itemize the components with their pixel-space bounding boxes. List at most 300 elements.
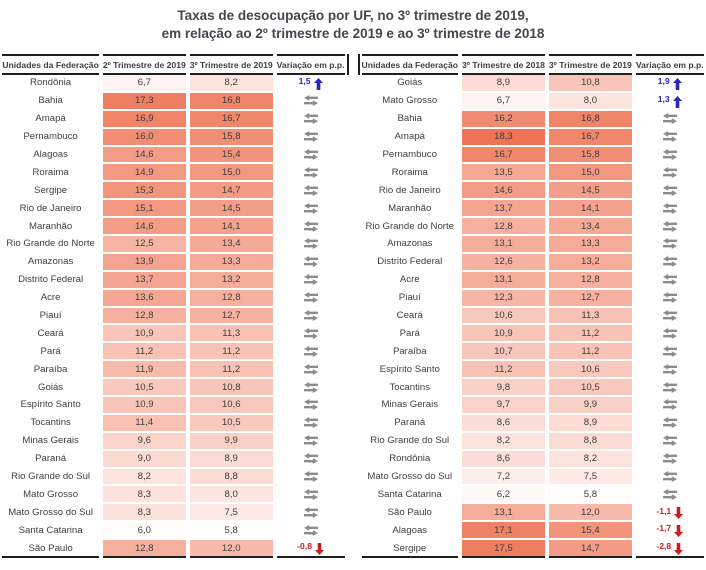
value-cell-period-2: 5,8 [190,522,273,540]
table-row [2,361,344,379]
value-cell-period-1: 9,6 [103,433,186,451]
uf-name-cell: Roraima [362,164,458,182]
table-row [2,290,344,308]
variation-cell [636,486,704,504]
variation-cell [636,451,704,469]
uf-name-cell: Piauí [2,308,98,326]
value-cell-period-2: 11,2 [190,343,273,361]
uf-name-cell: Pernambuco [362,147,458,165]
uf-name-cell: Pernambuco [2,129,98,147]
col-header-period-1: 3º Trimestre de 2018 [462,54,545,75]
table-row [362,433,704,451]
variation-value: -2,8 [656,541,672,552]
uf-name-cell: Sergipe [362,540,458,558]
table-row [2,379,344,397]
down-arrow-icon [674,507,683,519]
variation-cell [277,433,345,451]
stable-arrows-icon [663,167,677,178]
variation-cell [636,218,704,236]
variation-cell [277,93,345,111]
table-row [2,218,344,236]
table-row [2,415,344,433]
table-row [362,182,704,200]
value-cell-period-2: 8,0 [549,93,632,111]
header-end-bar-right [347,54,349,75]
uf-name-cell: São Paulo [362,504,458,522]
value-cell-period-2: 8,8 [549,433,632,451]
stable-arrows-icon [663,113,677,124]
variation-value: 1,9 [657,76,670,87]
variation-cell [636,433,704,451]
variation-cell [636,379,704,397]
stable-arrows-icon [304,113,318,124]
value-cell-period-1: 10,9 [103,397,186,415]
down-arrow-icon [674,525,683,537]
variation-cell [636,540,704,558]
uf-name-cell: Distrito Federal [2,272,98,290]
stable-arrows-icon [304,149,318,160]
uf-name-cell: São Paulo [2,540,98,558]
variation-cell [277,308,345,326]
stable-arrows-icon [663,435,677,446]
value-cell-period-1: 16,2 [462,111,545,129]
value-cell-period-1: 11,9 [103,361,186,379]
table-row [2,343,344,361]
uf-name-cell: Alagoas [362,522,458,540]
value-cell-period-1: 10,9 [103,325,186,343]
table-row [2,522,344,540]
stable-arrows-icon [663,328,677,339]
uf-name-cell: Rio de Janeiro [362,182,458,200]
variation-cell [636,254,704,272]
uf-name-cell: Ceará [2,325,98,343]
table-row [362,164,704,182]
variation-cell [636,469,704,487]
uf-name-cell: Paraíba [362,343,458,361]
uf-name-cell: Rio Grande do Sul [2,469,98,487]
tables-container [0,54,706,558]
table-row [362,379,704,397]
value-cell-period-2: 11,2 [190,361,273,379]
variation-cell [636,415,704,433]
value-cell-period-1: 11,2 [462,361,545,379]
stable-arrows-icon [663,382,677,393]
table-row [362,415,704,433]
value-cell-period-2: 14,1 [190,218,273,236]
table-row [2,182,344,200]
variation-cell [277,379,345,397]
table-row [362,504,704,522]
col-header-period-2: 3º Trimestre de 2019 [549,54,632,75]
uf-name-cell: Piauí [362,290,458,308]
table-row [362,290,704,308]
uf-name-cell: Amazonas [2,254,98,272]
value-cell-period-1: 8,2 [462,433,545,451]
variation-cell [277,182,345,200]
table-row [2,451,344,469]
value-cell-period-2: 11,3 [190,325,273,343]
uf-name-cell: Rondônia [362,451,458,469]
value-cell-period-2: 11,2 [549,325,632,343]
value-cell-period-2: 10,5 [190,415,273,433]
table-row [362,75,704,93]
variation-cell [277,343,345,361]
variation-cell [636,272,704,290]
stable-arrows-icon [304,256,318,267]
stable-arrows-icon [304,364,318,375]
variation-cell [636,308,704,326]
value-cell-period-2: 14,5 [549,182,632,200]
value-cell-period-2: 15,4 [190,147,273,165]
value-cell-period-2: 12,7 [190,308,273,326]
value-cell-period-1: 17,3 [103,93,186,111]
stable-arrows-icon [663,292,677,303]
table-row [362,111,704,129]
value-cell-period-2: 16,7 [190,111,273,129]
value-cell-period-2: 10,6 [549,361,632,379]
value-cell-period-2: 12,0 [549,504,632,522]
value-cell-period-2: 13,3 [190,254,273,272]
value-cell-period-2: 14,1 [549,200,632,218]
uf-name-cell: Acre [362,272,458,290]
value-cell-period-2: 8,2 [549,451,632,469]
header-row [362,54,704,75]
variation-cell [636,397,704,415]
variation-cell [277,236,345,254]
value-cell-period-1: 13,6 [103,290,186,308]
table-row [362,93,704,111]
col-header-variation: Variação em p.p. [277,54,345,75]
value-cell-period-1: 15,1 [103,200,186,218]
value-cell-period-1: 10,5 [103,379,186,397]
table-row [2,272,344,290]
variation-value: 1,5 [298,76,311,87]
variation-cell [277,325,345,343]
value-cell-period-1: 12,8 [103,540,186,558]
variation-cell [277,75,345,93]
table-row [2,325,344,343]
uf-name-cell: Tocantins [362,379,458,397]
uf-name-cell: Acre [2,290,98,308]
value-cell-period-2: 11,3 [549,308,632,326]
stable-arrows-icon [663,346,677,357]
table-row [362,236,704,254]
col-header-period-1: 2º Trimestre de 2019 [103,54,186,75]
stable-arrows-icon [663,131,677,142]
variation-cell [636,182,704,200]
value-cell-period-2: 9,9 [190,433,273,451]
value-cell-period-1: 12,8 [103,308,186,326]
table-row [362,451,704,469]
col-header-uf: Unidades da Federação [2,54,98,75]
value-cell-period-2: 5,8 [549,486,632,504]
stable-arrows-icon [663,364,677,375]
variation-value: -0,8 [297,541,312,552]
value-cell-period-2: 10,8 [190,379,273,397]
table-row [2,486,344,504]
variation-value: -1,7 [656,523,672,534]
stable-arrows-icon [304,221,318,232]
value-cell-period-1: 14,6 [103,147,186,165]
table-row [362,325,704,343]
value-cell-period-1: 15,3 [103,182,186,200]
stable-arrows-icon [663,149,677,160]
uf-name-cell: Santa Catarina [362,486,458,504]
uf-name-cell: Paraná [362,415,458,433]
uf-name-cell: Tocantins [2,415,98,433]
table-row [2,236,344,254]
table-row [362,361,704,379]
table-row [2,111,344,129]
stable-arrows-icon [304,471,318,482]
stable-arrows-icon [663,185,677,196]
table-row [2,504,344,522]
table-row [362,308,704,326]
variation-cell [277,486,345,504]
table-row [362,218,704,236]
uf-name-cell: Ceará [362,308,458,326]
stable-arrows-icon [304,399,318,410]
value-cell-period-2: 15,8 [549,147,632,165]
uf-name-cell: Mato Grosso [2,486,98,504]
uf-name-cell: Distrito Federal [362,254,458,272]
value-cell-period-2: 16,7 [549,129,632,147]
table-row [362,272,704,290]
value-cell-period-1: 13,1 [462,236,545,254]
stable-arrows-icon [304,238,318,249]
table-row [362,522,704,540]
value-cell-period-2: 9,9 [549,397,632,415]
stable-arrows-icon [304,167,318,178]
value-cell-period-1: 11,4 [103,415,186,433]
table-row [362,147,704,165]
variation-cell [277,361,345,379]
stable-arrows-icon [663,256,677,267]
stable-arrows-icon [304,489,318,500]
table-row [2,308,344,326]
value-cell-period-1: 8,2 [103,469,186,487]
value-cell-period-2: 13,2 [549,254,632,272]
chart-title [0,0,706,42]
title-line-2: em relação ao 2º trimestre de 2019 e ao 3º trimestre de 2018 [161,25,545,41]
variation-cell [277,397,345,415]
variation-cell [277,254,345,272]
stable-arrows-icon [663,274,677,285]
variation-cell [277,522,345,540]
stable-arrows-icon [304,203,318,214]
value-cell-period-2: 15,0 [549,164,632,182]
value-cell-period-2: 14,5 [190,200,273,218]
stable-arrows-icon [304,131,318,142]
header-end-bar-left [358,54,360,75]
value-cell-period-2: 7,5 [190,504,273,522]
table-row [2,254,344,272]
value-cell-period-2: 15,4 [549,522,632,540]
value-cell-period-1: 6,7 [462,93,545,111]
value-cell-period-1: 13,5 [462,164,545,182]
value-cell-period-1: 12,6 [462,254,545,272]
value-cell-period-1: 10,6 [462,308,545,326]
variation-cell [277,469,345,487]
variation-cell [636,522,704,540]
variation-cell [277,147,345,165]
variation-cell [277,200,345,218]
value-cell-period-1: 10,7 [462,343,545,361]
down-arrow-icon [315,543,324,555]
uf-name-cell: Amapá [2,111,98,129]
table-row [362,129,704,147]
variation-cell [636,504,704,522]
value-cell-period-1: 13,7 [462,200,545,218]
value-cell-period-2: 10,5 [549,379,632,397]
uf-name-cell: Pará [362,325,458,343]
variation-cell [636,343,704,361]
uf-name-cell: Santa Catarina [2,522,98,540]
table-row [2,540,344,558]
value-cell-period-1: 8,9 [462,75,545,93]
uf-name-cell: Minas Gerais [2,433,98,451]
variation-cell [277,164,345,182]
value-cell-period-1: 9,7 [462,397,545,415]
stable-arrows-icon [304,292,318,303]
uf-name-cell: Mato Grosso do Sul [2,504,98,522]
table-row [362,343,704,361]
variation-cell [277,272,345,290]
stable-arrows-icon [304,346,318,357]
stable-arrows-icon [304,453,318,464]
uf-name-cell: Mato Grosso [362,93,458,111]
value-cell-period-2: 8,9 [549,415,632,433]
value-cell-period-2: 13,3 [549,236,632,254]
value-cell-period-1: 8,3 [103,486,186,504]
uf-heatmap-table-2 [358,54,706,558]
table-row [2,93,344,111]
variation-cell [636,325,704,343]
value-cell-period-2: 8,8 [190,469,273,487]
stable-arrows-icon [663,489,677,500]
value-cell-period-2: 12,0 [190,540,273,558]
stable-arrows-icon [663,453,677,464]
table-row [362,254,704,272]
value-cell-period-2: 12,8 [549,272,632,290]
uf-name-cell: Sergipe [2,182,98,200]
variation-value: -1,1 [656,505,672,516]
table-row [2,433,344,451]
up-arrow-icon [314,78,323,90]
variation-cell [277,451,345,469]
variation-cell [636,236,704,254]
uf-name-cell: Espírito Santo [362,361,458,379]
value-cell-period-1: 16,7 [462,147,545,165]
uf-name-cell: Rio de Janeiro [2,200,98,218]
variation-cell [636,164,704,182]
variation-cell [636,200,704,218]
value-cell-period-2: 11,2 [549,343,632,361]
stable-arrows-icon [304,382,318,393]
value-cell-period-1: 12,3 [462,290,545,308]
table-body [2,75,344,558]
value-cell-period-1: 10,9 [462,325,545,343]
value-cell-period-2: 14,7 [549,540,632,558]
value-cell-period-1: 9,8 [462,379,545,397]
value-cell-period-1: 13,7 [103,272,186,290]
value-cell-period-2: 16,8 [549,111,632,129]
variation-cell [277,129,345,147]
stable-arrows-icon [304,525,318,536]
col-header-uf: Unidades da Federação [362,54,458,75]
stable-arrows-icon [304,310,318,321]
uf-name-cell: Rondônia [2,75,98,93]
variation-cell [636,93,704,111]
uf-name-cell: Espírito Santo [2,397,98,415]
uf-name-cell: Bahia [362,111,458,129]
down-arrow-icon [674,543,683,555]
uf-name-cell: Goiás [2,379,98,397]
up-arrow-icon [673,78,682,90]
variation-cell [277,290,345,308]
uf-name-cell: Paraíba [2,361,98,379]
value-cell-period-1: 6,2 [462,486,545,504]
value-cell-period-2: 8,9 [190,451,273,469]
col-header-period-2: 3º Trimestre de 2019 [190,54,273,75]
up-arrow-icon [673,96,682,108]
value-cell-period-2: 15,0 [190,164,273,182]
col-header-variation: Variação em p.p. [636,54,704,75]
variation-value: 1,3 [657,94,670,105]
uf-name-cell: Mato Grosso do Sul [362,469,458,487]
uf-name-cell: Rio Grande do Sul [362,433,458,451]
uf-name-cell: Alagoas [2,147,98,165]
variation-cell [636,129,704,147]
value-cell-period-1: 18,3 [462,129,545,147]
table-row [2,75,344,93]
stable-arrows-icon [663,238,677,249]
value-cell-period-1: 12,5 [103,236,186,254]
variation-cell [636,111,704,129]
value-cell-period-1: 16,0 [103,129,186,147]
header-row [2,54,344,75]
stable-arrows-icon [304,417,318,428]
uf-name-cell: Amazonas [362,236,458,254]
uf-name-cell: Minas Gerais [362,397,458,415]
value-cell-period-1: 17,1 [462,522,545,540]
uf-name-cell: Bahia [2,93,98,111]
value-cell-period-2: 10,6 [190,397,273,415]
variation-cell [277,540,345,558]
uf-name-cell: Rio Grande do Norte [2,236,98,254]
value-cell-period-1: 17,5 [462,540,545,558]
uf-name-cell: Amapá [362,129,458,147]
stable-arrows-icon [663,203,677,214]
uf-name-cell: Rio Grande do Norte [362,218,458,236]
uf-name-cell: Paraná [2,451,98,469]
value-cell-period-2: 13,4 [190,236,273,254]
table-vs-previous-quarter [0,54,349,558]
stable-arrows-icon [304,435,318,446]
table-row [362,486,704,504]
value-cell-period-1: 13,9 [103,254,186,272]
value-cell-period-1: 13,1 [462,272,545,290]
value-cell-period-2: 15,8 [190,129,273,147]
stable-arrows-icon [304,328,318,339]
stable-arrows-icon [304,274,318,285]
table-row [2,200,344,218]
variation-cell [636,290,704,308]
value-cell-period-1: 13,1 [462,504,545,522]
title-line-1: Taxas de desocupação por UF, no 3º trimestre de 2019, [177,8,529,23]
value-cell-period-1: 14,9 [103,164,186,182]
value-cell-period-2: 12,7 [549,290,632,308]
